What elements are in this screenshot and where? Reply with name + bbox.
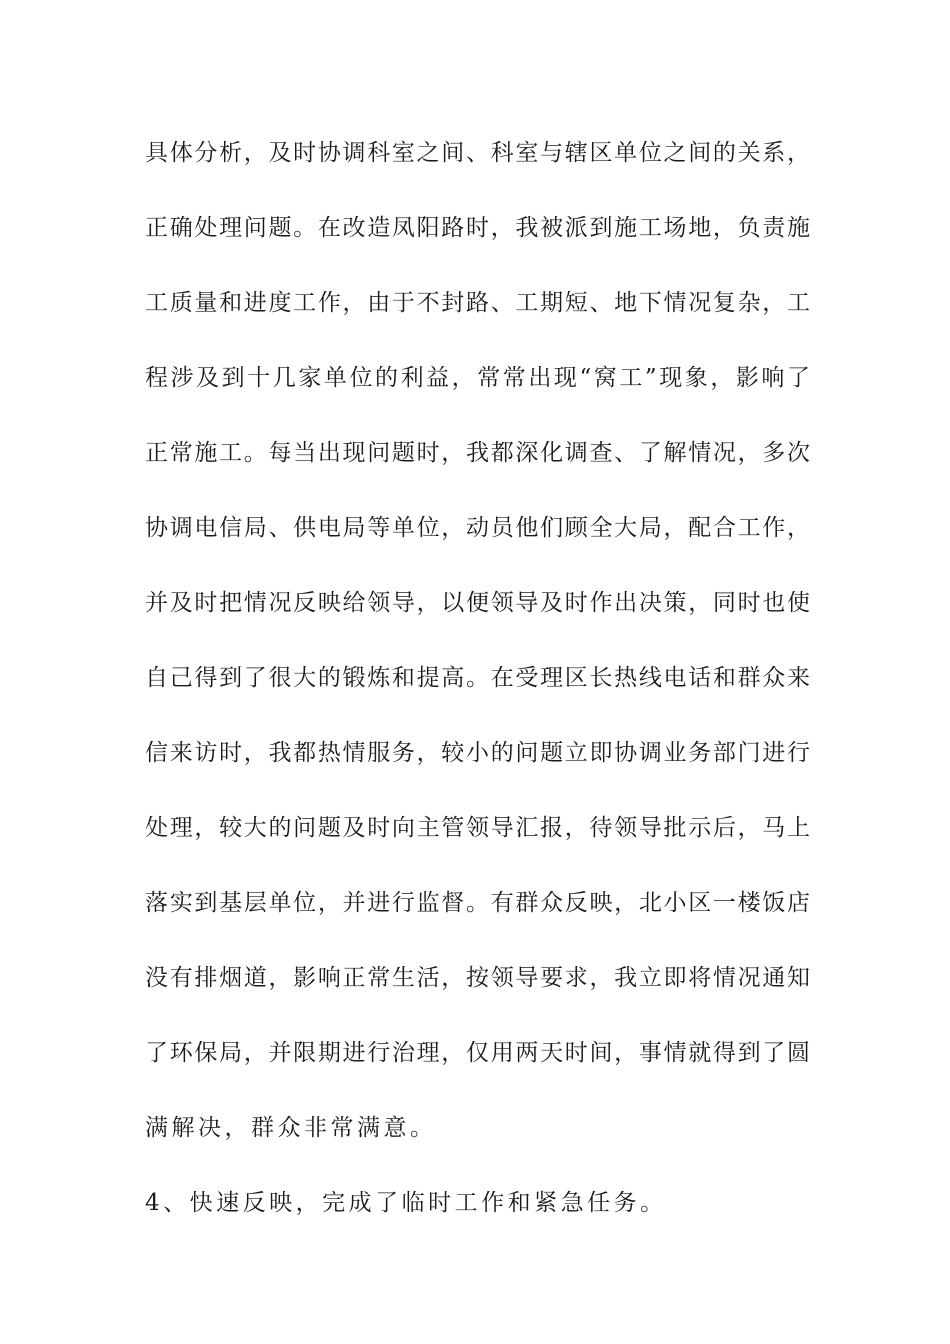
text-line-10: 处理，较大的问题及时向主管领导汇报，待领导批示后，马上 [145,815,810,841]
text-line-13: 了环保局，并限期进行治理，仅用两天时间，事情就得到了圆 [145,1040,810,1066]
text-line-8: 自己得到了很大的锻炼和提高。在受理区长热线电话和群众来 [145,665,810,691]
text-line-12: 没有排烟道，影响正常生活，按领导要求，我立即将情况通知 [145,965,810,991]
text-line-9: 信来访时，我都热情服务，较小的问题立即协调业务部门进行 [145,740,810,766]
text-line-6: 协调电信局、供电局等单位，动员他们顾全大局，配合工作， [145,515,810,541]
text-line-2: 正确处理问题。在改造凤阳路时，我被派到施工场地，负责施 [145,215,810,241]
text-line-3: 工质量和进度工作，由于不封路、工期短、地下情况复杂，工 [145,290,810,316]
text-line-1: 具体分析，及时协调科室之间、科室与辖区单位之间的关系， [145,140,810,166]
text-line-7: 并及时把情况反映给领导，以便领导及时作出决策，同时也使 [145,590,810,616]
body-text [145,131,810,1256]
text-line-14: 满解决，群众非常满意。 [145,1115,437,1141]
text-line-11: 落实到基层单位，并进行监督。有群众反映，北小区一楼饭店 [145,890,810,916]
section-heading-4: 4、快速反映，完成了临时工作和紧急任务。 [145,1190,667,1216]
text-line-5: 正常施工。每当出现问题时，我都深化调查、了解情况，多次 [145,440,810,466]
text-line-4: 程涉及到十几家单位的利益，常常出现“窝工”现象，影响了 [145,365,810,391]
